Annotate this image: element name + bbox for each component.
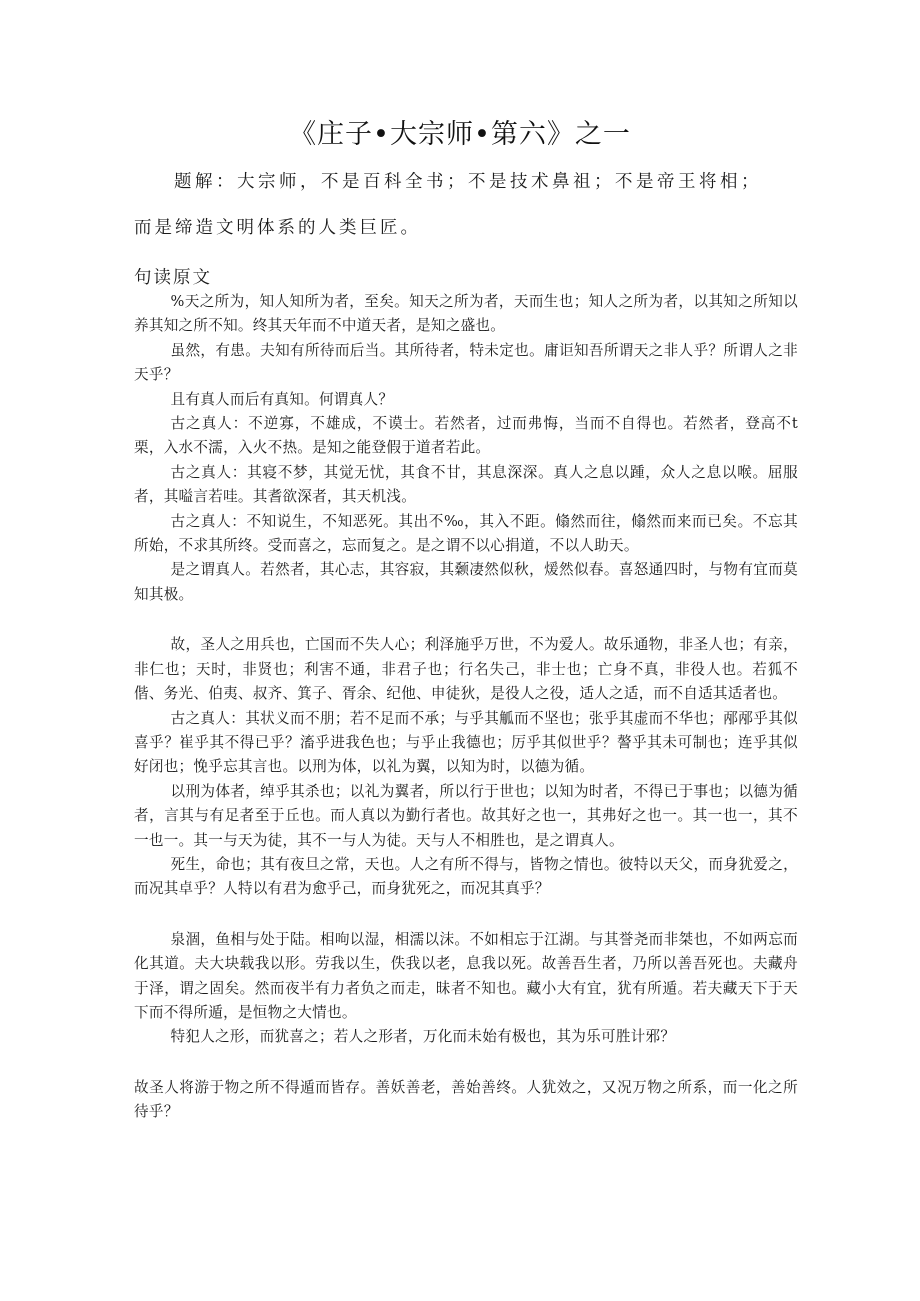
paragraph-9: 古之真人：其状义而不朋；若不足而不承；与乎其觚而不坚也；张乎其虚而不华也；邴邴乎其似喜乎？崔乎其不得已乎？滀乎进我色也；与乎止我德也；厉乎其似世乎？謷乎其未可制也；连乎其似好闭也；悗乎忘其言也。以刑为体，以礼为翼，以知为时，以德为循。 bbox=[134, 709, 798, 776]
intro-line-1: 题解：大宗师，不是百科全书；不是技术鼻祖；不是帝王将相； bbox=[174, 172, 762, 192]
paragraph-8: 故，圣人之用兵也，亡国而不失人心；利泽施乎万世，不为爱人。故乐通物，非圣人也；有亲，非仁也；天时，非贤也；利害不通，非君子也；行名失己，非士也；亡身不真，非役人也。若狐不偕、务光、伯夷、叔齐、箕子、胥余、纪他、申徒狄，是役人之役，适人之适，而不自适其适者也。 bbox=[134, 636, 798, 703]
page-title: 《庄子•大宗师•第六》之一 bbox=[289, 119, 631, 150]
paragraph-2: 虽然，有患。夫知有所待而后当。其所待者，特未定也。庸讵知吾所谓天之非人乎？所谓人之非天乎？ bbox=[134, 341, 798, 384]
paragraph-11: 死生，命也；其有夜旦之常，天也。人之有所不得与，皆物之情也。彼特以天父，而身犹爱之，而况其卓乎？人特以有君为愈乎己，而身犹死之，而况其真乎？ bbox=[134, 855, 798, 898]
paragraph-6: 古之真人：不知说生，不知恶死。其出不‰，其入不距。翛然而往，翛然而来而已矣。不忘其所始，不求其所终。受而喜之，忘而复之。是之谓不以心捐道，不以人助天。 bbox=[134, 512, 798, 555]
paragraph-spacer bbox=[134, 1050, 798, 1076]
paragraph-3: 且有真人而后有真知。何谓真人？ bbox=[170, 390, 394, 408]
paragraph-12: 泉涸，鱼相与处于陆。相呴以湿，相濡以沫。不如相忘于江湖。与其誉尧而非桀也，不如两忘而化其道。夫大块载我以形。劳我以生，佚我以老，息我以死。故善吾生者，乃所以善吾死也。夫藏舟于泽，谓之固矣。然而夜半有力者负之而走，昧者不知也。藏小大有宜，犹有所遁。若夫藏天下于天下而不得所遁，是恒物之大情也。 bbox=[134, 930, 798, 1021]
body-text bbox=[134, 290, 798, 1125]
paragraph-14: 故圣人将游于物之所不得遁而皆存。善妖善老，善始善终。人犹效之，又况万物之所系，而一化之所待乎？ bbox=[134, 1078, 798, 1121]
paragraph-5: 古之真人：其寝不梦，其觉无忧，其食不甘，其息深深。真人之息以踵，众人之息以喉。屈服者，其嗌言若哇。其耆欲深者，其天机浅。 bbox=[134, 463, 798, 506]
paragraph-4: 古之真人：不逆寡，不雄成，不谟士。若然者，过而弗悔，当而不自得也。若然者，登高不t栗，入水不濡，入火不热。是知之能登假于道者若此。 bbox=[134, 415, 798, 457]
paragraph-7: 是之谓真人。若然者，其心志，其容寂，其颡凄然似秋，煖然似春。喜怒通四时，与物有宜而莫知其极。 bbox=[134, 561, 798, 603]
paragraph-1: %天之所为，知人知所为者，至矣。知天之所为者，天而生也；知人之所为者，以其知之所知以养其知之所不知。终其天年而不中道天者，是知之盛也。 bbox=[134, 293, 798, 335]
intro-line-2: 而是缔造文明体系的人类巨匠。 bbox=[134, 218, 421, 238]
section-heading: 句读原文 bbox=[134, 268, 212, 288]
paragraph-spacer bbox=[134, 607, 798, 633]
paragraph-spacer bbox=[134, 902, 798, 928]
paragraph-13: 特犯人之形，而犹喜之；若人之形者，万化而未始有极也，其为乐可胜计邪？ bbox=[170, 1028, 676, 1046]
paragraph-10: 以刑为体者，绰乎其杀也；以礼为翼者，所以行于世也；以知为时者，不得已于事也；以德为循者，言其与有足者至于丘也。而人真以为勤行者也。故其好之也一，其弗好之也一。其一也一，其不一也一。其一与天为徒，其不一与人为徒。天与人不相胜也，是之谓真人。 bbox=[134, 782, 798, 849]
